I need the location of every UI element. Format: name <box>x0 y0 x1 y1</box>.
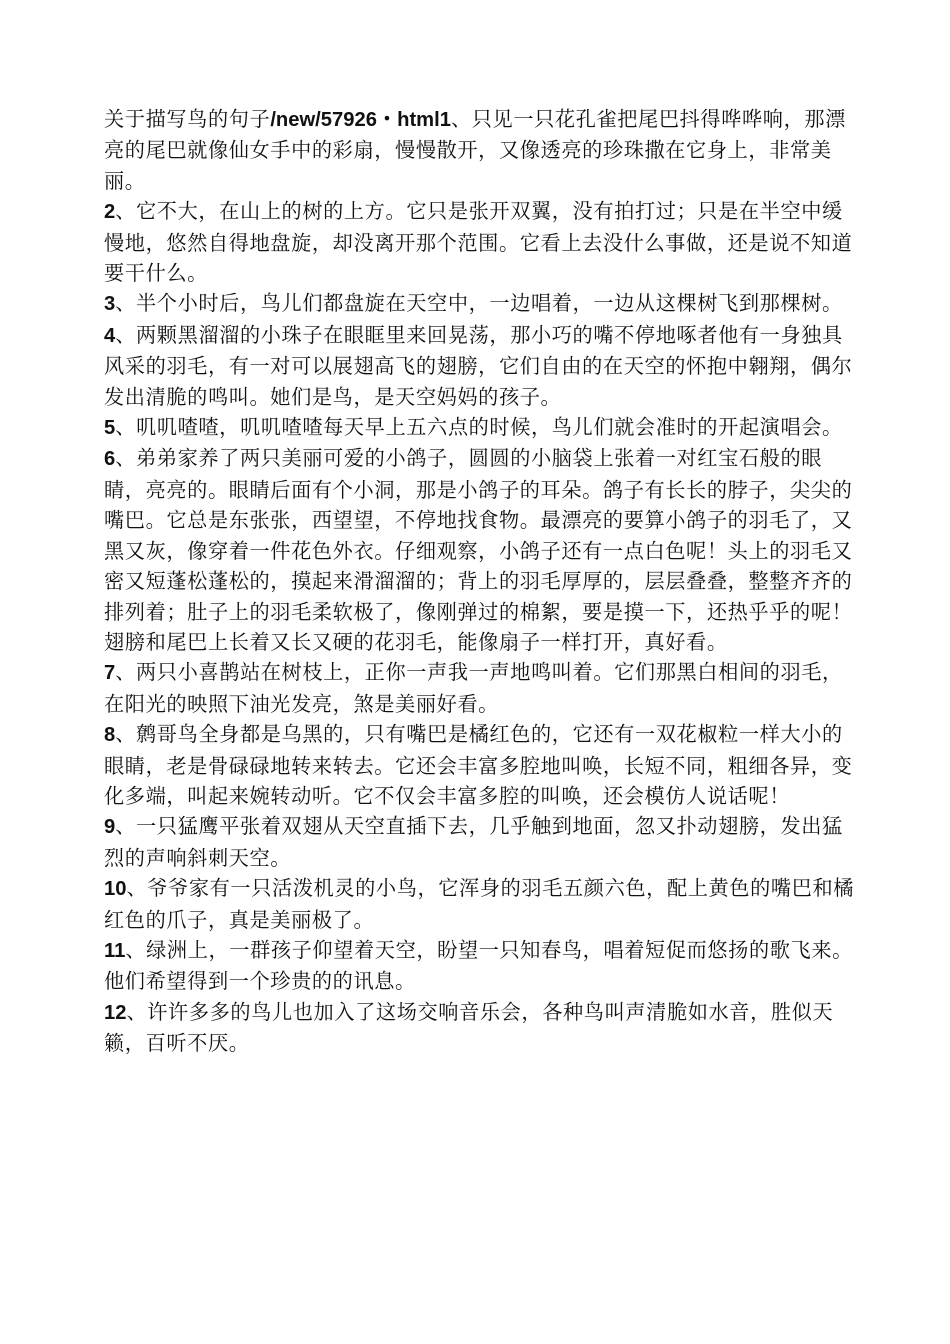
item-number: 5 <box>104 417 116 440</box>
intro-title: 关于描写鸟的句子 <box>104 107 271 131</box>
item-text: 、两只小喜鹊站在树枝上，正你一声我一声地鸣叫着。它们那黑白相间的羽毛，在阳光的映照下油光发亮，煞是美丽好看。 <box>104 660 843 716</box>
list-item <box>104 657 856 719</box>
list-item <box>104 412 856 443</box>
item-number: 6 <box>104 448 116 471</box>
list-item <box>104 196 856 288</box>
item-text: 、许许多多的鸟儿也加入了这场交响音乐会，各种鸟叫声清脆如水音，胜似天籁，百听不厌。 <box>104 999 834 1056</box>
list-item <box>104 935 856 997</box>
intro-url: /new/57926・html1 <box>270 109 451 131</box>
item-text: 、叽叽喳喳，叽叽喳喳每天早上五六点的时候，鸟儿们就会准时的开起演唱会。 <box>115 415 843 440</box>
item-text: 、两颗黑溜溜的小珠子在眼眶里来回晃荡，那小巧的嘴不停地啄者他有一身独具风采的羽毛，有一对可以展翅高飞的翅膀，它们自由的在天空的怀抱中翱翔，偶尔发出清脆的鸣叫。她们是鸟，是天空妈妈的孩子。 <box>104 322 853 409</box>
item-text: 、它不大，在山上的树的上方。它只是张开双翼，没有拍打过；只是在半空中缓慢地，悠然自得地盘旋，却没离开那个范围。它看上去没什么事做，还是说不知道要干什么。 <box>104 199 853 286</box>
item-number: 11 <box>104 939 126 962</box>
item-number: 8 <box>104 724 116 747</box>
list-item <box>104 443 856 657</box>
item-number: 7 <box>104 662 116 685</box>
list-item <box>104 811 856 873</box>
item-number: 12 <box>104 1001 127 1024</box>
list-item <box>104 997 856 1059</box>
item-text: 、半个小时后，鸟儿们都盘旋在天空中，一边唱着，一边从这棵树飞到那棵树。 <box>115 291 843 316</box>
intro-paragraph <box>104 104 856 196</box>
item-text: 、鹩哥鸟全身都是乌黑的，只有嘴巴是橘红色的，它还有一双花椒粒一样大小的眼睛，老是骨碌碌地转来转去。它还会丰富多腔地叫唤，长短不同，粗细各异，变化多端，叫起来婉转动听。它不仅会丰富多腔的叫唤，还会模仿人说话呢！ <box>104 722 853 808</box>
item-number: 9 <box>104 816 116 839</box>
item-text: 、爷爷家有一只活泼机灵的小鸟，它浑身的羽毛五颜六色，配上黄色的嘴巴和橘红色的爪子，真是美丽极了。 <box>104 876 855 932</box>
item-number: 4 <box>104 324 116 347</box>
item-text: 、绿洲上，一群孩子仰望着天空，盼望一只知春鸟，唱着短促而悠扬的歌飞来。他们希望得到一个珍贵的的讯息。 <box>104 937 853 994</box>
item-number: 10 <box>104 878 127 901</box>
intro-text: 、只见一只花孔雀把尾巴抖得哗哗响，那漂亮的尾巴就像仙女手中的彩扇，慢慢散开，又像透亮的珍珠撒在它身上，非常美丽。 <box>104 107 846 193</box>
item-number: 3 <box>104 293 116 316</box>
list-item <box>104 719 856 811</box>
item-number: 2 <box>104 201 116 224</box>
item-text: 、弟弟家养了两只美丽可爱的小鸽子，圆圆的小脑袋上张着一对红宝石般的眼睛，亮亮的。眼睛后面有个小洞，那是小鸽子的耳朵。鸽子有长长的脖子，尖尖的嘴巴。它总是东张张，西望望，不停地找食物。最漂亮的要算小鸽子的羽毛了，又黑又灰，像穿着一件花色外衣。仔细观察，小鸽子还有一点白色呢！头上的羽毛又密又短蓬松蓬松的，摸起来滑溜溜的；背上的羽毛厚厚的，层层叠叠，整整齐齐的排列着；肚子上的羽毛柔软极了，像刚弹过的棉絮，要是摸一下，还热乎乎的呢！翅膀和尾巴上长着又长又硬的花羽毛，能像扇子一样打开，真好看。 <box>104 446 853 654</box>
list-item <box>104 320 856 412</box>
item-text: 、一只猛鹰平张着双翅从天空直插下去，几乎触到地面，忽又扑动翅膀，发出猛烈的声响斜刺天空。 <box>104 814 843 870</box>
document-body <box>104 104 856 1059</box>
list-item <box>104 288 856 319</box>
list-item <box>104 873 856 935</box>
